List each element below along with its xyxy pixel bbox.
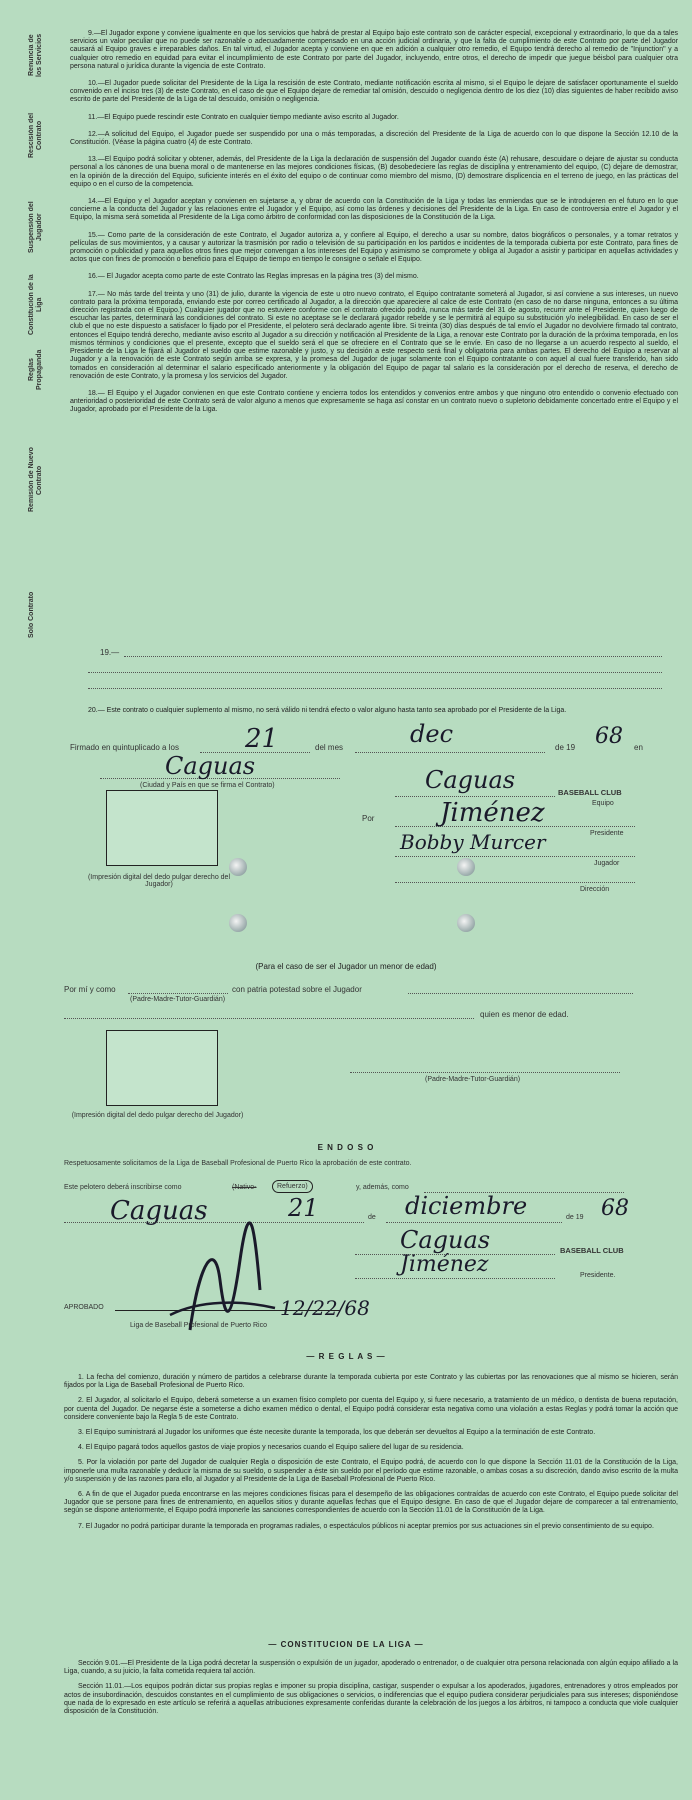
regla-6: 6. A fin de que el Jugador pueda encontrarse en las mejores condiciones físicas para el desempeño de las obligaciones contraídas de acuerdo con este Contrato, el Equipo puede solicitar del Jugador que se persone para fines de entrenamiento, en aquellos sitios y durante aquellas fechas que el Equipo designe. En caso de que el Jugador dejare de comparecer a tal entrenamiento, según se dispone anteriormente, el Equipo podrá imponerle las sanciones correspondientes de acuerdo con la Sección 11.01 de la Constitución de la Liga.	[64, 1491, 678, 1515]
club-line[interactable]	[395, 796, 555, 797]
clause-17: 17.— No más tarde del treinta y uno (31) de julio, durante la vigencia de este u otro nuevo contrato, el Equipo contratante someterá al Jugador, si así conviene a sus intereses, un nuevo contrato para la próxima temporada, enviando este por correo certificado al Jugador, a la dirección que apareciere al calce de este Contrato (en caso de no darse ninguna, entonces a su última dirección registrada con el Equipo.) Cualquier jugador que no estuviere conforme con el contrato ofrecido podrá, nunca más tarde del 31 de agosto, recurrir ante el Presidente, quien luego de escuchar las partes, determinará las condiciones del contrato. Si este no aceptase se le declarará jugador rebelde y se le permitirá al equipo su substitución y/o inelegibilidad. En caso de ser el club el que no este dispuesto a satisfacer lo fijado por el Presidente, el pelotero será declarado agente libre. Si treinta (30) días después de tal envío el Jugador no devolviere firmado tal contrato, entonces el Equipo tendrá derecho, mediante aviso escrito al Jugador a su dirección y notificación al Presidente de la Liga, a renovar este Contrato por la duración de la próxima temporada, en los mismos términos y condiciones que el presente, excepto que el sueldo será el que se ofreciere en el Contrato que se le envíe. En caso de no llegarse a un acuerdo respecto al sueldo, el Presidente de la Liga le fijará al Jugador el sueldo que estime razonable y justo, y su decisión a este respecto será final y obligatoria para ambas partes. El derecho del Equipo a reservar al Jugador y a la renovación de este Contrato según arriba se expresa, y la promesa del Jugador de jugar solamente con el Equipo contratante o con aquel al cual fuere transferido, han sido tomados en consideración al determinar el salario especificado anteriormente y la obligación del Equipo de pagar tal salario es la consideración por el derecho de reserva, el derecho de renovación de este Contrato, y la promesa y los servicios del Jugador.	[70, 290, 678, 380]
equipo-label: Equipo	[592, 800, 614, 807]
punch-hole	[229, 914, 247, 932]
signed-city: Caguas	[165, 752, 256, 780]
player-line[interactable]	[395, 856, 635, 857]
president-signature: Jiménez	[440, 798, 545, 828]
club-label: BASEBALL CLUB	[558, 788, 622, 797]
fingerprint-caption-minor: (Impresión digital del dedo pulgar derecho del Jugador)	[71, 1112, 244, 1119]
clause-20: 20.— Este contrato o cualquier suplemento al mismo, no será válido ni tendrá efecto o valor alguno hasta tanto sea aprobado por el Presidente de la Liga.	[88, 707, 567, 714]
jugador-label: Jugador	[594, 860, 620, 867]
del-mes-label: del mes	[315, 743, 344, 752]
sidebar-label-suspension: Suspensión del Jugador	[28, 201, 43, 253]
regla-2: 2. El Jugador, al solicitarlo el Equipo, deberá someterse a un examen físico completo por cuenta del Equipo y, si fuere necesario, a tratamiento de un médico, o dentista de buena reputación, por cuenta del Jugador. De negarse éste a someterse a dicho examen médico o dental, el Equipo podrá considerar esta negativa como una violación a estas Reglas y podrá tomar la acción que considere conveniente bajo la Regla 5 de este Contrato.	[64, 1397, 678, 1421]
seccion-11-01: Sección 11.01.—Los equipos podrán dictar sus propias reglas e imponer su propia disciplina, castigar, suspender o expulsar a los apoderados, jugadores, entrenadores y otros empleados por actos de insubordinación, descuidos constantes en el cumplimiento de sus obligaciones o servicios, o indiferencias que el equipo pudiera considerar perjudiciales para sus intereses; disponiéndose que nada de lo expresado en este artículo se referirá a aquellas atribuciones expresamente conferidas durante la celebración de los juegos a los árbitros, ni tampoco a conducta que viole cualquier disposición de la Constitución.	[64, 1683, 678, 1716]
regla-3: 3. El Equipo suministrará al Jugador los uniformes que éste necesite durante la temporada, los que deberán ser devueltos al Equipo a la terminación de este Contrato.	[78, 1429, 596, 1437]
constitucion-list	[64, 1660, 678, 1723]
clause-15: 15.— Como parte de la consideración de este Contrato, el Jugador autoriza a, y confiere al Equipo, el derecho a usar su nombre, datos biográficos o personales, y a tomar retratos y películas de sus movimientos, y a causar y autorizar la trasmisión por radio o televisión de su participación en los partidos e incidentes de la temporada cubierta por este Contrato, para fines de promoción o publicidad y para aquellos otros fines que mejor convengan a los intereses del Equipo y asimismo se compromete y obliga al Jugador a asistir y participar en aquellas actividades y actos que con fines de promoción o beneficio para el Equipo de tiempo en tiempo le consigne o señale el Equipo.	[70, 231, 678, 264]
minor-title: (Para el caso de ser el Jugador un menor de edad)	[255, 962, 437, 971]
por-label: Por	[362, 814, 375, 823]
player-signature: Bobby Murcer	[400, 830, 546, 854]
signed-month: dec	[410, 720, 454, 748]
guardian-line[interactable]	[128, 993, 228, 994]
fingerprint-box-minor[interactable]	[106, 1030, 218, 1106]
aprobado-label: APROBADO	[64, 1304, 104, 1311]
regla-1: 1. La fecha del comienzo, duración y número de partidos a celebrarse durante la temporada cubierta por este Contrato y las cubiertas por las renovaciones que al mismo se hicieren, serán fijados por la Liga de Baseball Profesional de Puerto Rico.	[64, 1374, 678, 1390]
fingerprint-caption: (Impresión digital del dedo pulgar derecho del Jugador)	[87, 874, 231, 888]
reglas-list	[64, 1374, 678, 1538]
punch-hole	[457, 914, 475, 932]
endoso-title: E N D O S O	[317, 1143, 375, 1152]
club-signature: Caguas	[425, 766, 516, 794]
regla-7: 7. El Jugador no podrá participar durante la temporada en programas radiales, o espectáculos públicos ni aceptar premios por sus actuaciones sin el previo consentimiento de su equipo.	[78, 1522, 654, 1530]
sidebar-label-reglas: Reglas Propaganda	[28, 349, 43, 391]
clause-11: 11.—El Equipo puede rescindir este Contrato en cualquier tiempo mediante aviso escrito al Jugador.	[88, 113, 399, 121]
month-line[interactable]	[355, 752, 545, 753]
inscribirse-label: Este pelotero deberá inscribirse como	[64, 1184, 182, 1191]
endoso-club-label: BASEBALL CLUB	[560, 1246, 624, 1255]
clause-10: 10.—El Jugador puede solicitar del Presidente de la Liga la rescisión de este Contrato, mediante notificación escrita al mismo, si el Equipo le dejare de satisfacer oportunamente el sueldo convenido en el inciso tres (3) de este Contrato, en el caso de que el Equipo dejare de remediar tal omisión, descuido o negligencia dentro de los diez (10) días siguientes de haber recibido aviso escrito de parte del Presidente de la Liga de tal descuido, omisión o negligencia.	[70, 80, 678, 104]
de-19-label: de 19	[555, 743, 576, 752]
sidebar-label-constitucion: Constitución de la Liga	[28, 274, 43, 336]
guardian-signature-line[interactable]	[350, 1072, 620, 1073]
padre-caption-2: (Padre-Madre-Tutor-Guardián)	[425, 1076, 521, 1083]
endoso-month: diciembre	[405, 1192, 528, 1220]
minor-player-line[interactable]	[64, 1018, 474, 1019]
menor-label: quien es menor de edad.	[480, 1010, 569, 1019]
endoso-city: Caguas	[110, 1196, 208, 1226]
punch-hole	[229, 858, 247, 876]
approve-date: 12/22/68	[280, 1296, 370, 1320]
clause-19-line-1[interactable]	[124, 656, 662, 657]
fingerprint-box[interactable]	[106, 790, 218, 866]
por-mi-label: Por mí y como	[64, 985, 116, 994]
seccion-9-01: Sección 9.01.—El Presidente de la Liga podrá decretar la suspensión o expulsión de un jugador, apoderado o entrenador, o de cualquier otra persona relacionada con algún equipo afiliado a la Liga, cuando, a su juicio, la falta cometida requiera tal acción.	[64, 1660, 678, 1676]
sidebar	[28, 0, 58, 700]
clause-19-line-2[interactable]	[88, 672, 662, 673]
city-caption: (Ciudad y País en que se firma el Contrato)	[140, 782, 275, 789]
regla-4: 4. El Equipo pagará todos aquellos gastos de viaje propios y necesarios cuando el Equipo saliere del lugar de su residencia.	[78, 1444, 464, 1452]
clause-18: 18.— El Equipo y el Jugador convienen en que este Contrato contiene y encierra todos los entendidos y convenios entre ambos y que ninguno otro entendido o convenio efectuado con anterioridad o posterioridad de este Contrato será de valor alguno a menos que expresamente se haga así constar en un contrato nuevo o supletorio debidamente concertado entre el Equipo y el Jugador, aprobado por el Presidente de la Liga.	[70, 389, 678, 414]
refuerzo-option[interactable]: Refuerzo)	[272, 1180, 313, 1193]
clause-16: 16.— El Jugador acepta como parte de este Contrato las Reglas impresas en la página tres (3) del mismo.	[88, 273, 419, 281]
sidebar-label-remision: Remisión de Nuevo Contrato	[28, 447, 43, 513]
liga-label: Liga de Baseball Profesional de Puerto Rico	[130, 1322, 267, 1329]
signed-day: 21	[245, 724, 279, 754]
endoso-year: 68	[601, 1196, 629, 1221]
endoso-president-signature: Jiménez	[400, 1252, 489, 1277]
sidebar-label-renuncia: Renuncia de los Servicios	[28, 33, 43, 77]
contract-clauses	[70, 30, 678, 424]
presidente-label: Presidente	[590, 830, 624, 837]
constitucion-title: — CONSTITUCION DE LA LIGA —	[268, 1640, 424, 1649]
nativo-option[interactable]: (Nativo-	[232, 1184, 257, 1191]
clause-12: 12.—A solicitud del Equipo, el Jugador puede ser suspendido por una o más temporadas, a discreción del Presidente de la Liga de acuerdo con lo que dispone la Sección 12.10 de la Constitución. (Véase la página cuatro (4) de este Contrato.	[70, 130, 678, 147]
clause-19-line-3[interactable]	[88, 688, 662, 689]
clause-13: 13.—El Equipo podrá solicitar y obtener, además, del Presidente de la Liga la declaración de suspensión del Jugador cuando éste (A) rehusare, descuidare o dejare de ajustar su conducta personal a los cánones de una buena moral o de mantenerse en las mejores condiciones físicas, (B) desobedeciere las reglas de disciplina y entrenamiento del equipo, (C) dejare de demostrar, en la opinión de la dirección del Equipo, suficiente interés en el éxito del equipo o de continuar como miembro del mismo, (D) demostrare displicencia en el terreno de juego, en las prácticas del equipo o en el curso de la competencia.	[70, 156, 678, 188]
padre-caption: (Padre-Madre-Tutor-Guardián)	[130, 996, 226, 1003]
regla-5: 5. Por la violación por parte del Jugador de cualquier Regla o disposición de este Contrato, el Equipo podrá, de acuerdo con lo que dispone la Sección 11.01 de la Constitución de la Liga, imponerle una multa razonable y deducir la misma de su sueldo, o suspender a éste sin sueldo por el período que estime razonable, o ambas cosas a su discreción, dando aviso escrito de la multa y/o suspensión y de las razones para ello, al Jugador y al Presidente de la Liga de Baseball Profesional de Puerto Rico.	[64, 1459, 678, 1483]
en-label: en	[634, 743, 643, 752]
clause-19-label: 19.—	[100, 648, 120, 657]
address-line[interactable]	[395, 882, 635, 883]
clause-14: 14.—El Equipo y el Jugador aceptan y convienen en sujetarse a, y obrar de acuerdo con la Constitución de la Liga y todas las enmiendas que se le introdujeren en el futuro en lo que concierne a la conducta del Jugador y las relaciones entre el Jugador y el Equipo, así como las órdenes y decisiones del Presidente de la Liga. En caso de controversia entre el Jugador y el Equipo, la misma será sometida al Presidente de la Liga como árbitro de conformidad con las disposiciones de la Constitución de la Liga.	[70, 198, 678, 222]
punch-hole	[457, 858, 475, 876]
endoso-presidente-label: Presidente.	[580, 1272, 616, 1279]
clause-9: 9.—El Jugador expone y conviene igualmente en que los servicios que habrá de prestar al Equipo bajo este contrato son de carácter especial, excepcional y extraordinario, lo que da a tales servicios un valor peculiar que no puede ser razonable o adecuadamente compensado en una acción judicial ordinaria, y que la falta de cumplimiento de este Contrato por parte del Jugador causará al Equipo graves e irreparables daños. En tal virtud, el Jugador acepta y conviene en que en adición a cualquier otro remedio, el Equipo tendrá derecho al remedio de "Injunction" y a cualquier otro remedio en equidad para evitar el incumplimiento de este Contrato por parte del Jugador, incluyendo, entre otros, el derecho de impedir que juegue béisbol para cualquier otra persona natural o jurídica durante la vigencia de este Contrato.	[70, 30, 678, 70]
endoso-month-line[interactable]	[386, 1222, 562, 1223]
guardian-player-line[interactable]	[408, 993, 633, 994]
direccion-label: Dirección	[580, 886, 610, 893]
ademas-label: y, además, como	[356, 1184, 409, 1191]
endoso-request: Respetuosamente solicitamos de la Liga de Baseball Profesional de Puerto Rico la aprobación de este contrato.	[64, 1160, 412, 1167]
patria-label: con patria potestad sobre el Jugador	[232, 985, 362, 994]
signed-year: 68	[595, 724, 623, 749]
endoso-de-19-label: de 19	[566, 1214, 584, 1221]
endoso-day: 21	[288, 1194, 319, 1222]
sidebar-label-rescision: Rescisión del Contrato	[28, 112, 43, 158]
endoso-president-line[interactable]	[355, 1278, 555, 1279]
firmado-label: Firmado en quintuplicado a los	[70, 743, 179, 752]
sidebar-label-solo: Solo Contrato	[28, 591, 35, 639]
endoso-de-label: de	[368, 1214, 376, 1221]
reglas-title: — R E G L A S —	[306, 1352, 386, 1361]
endoso-club-signature: Caguas	[400, 1226, 491, 1254]
